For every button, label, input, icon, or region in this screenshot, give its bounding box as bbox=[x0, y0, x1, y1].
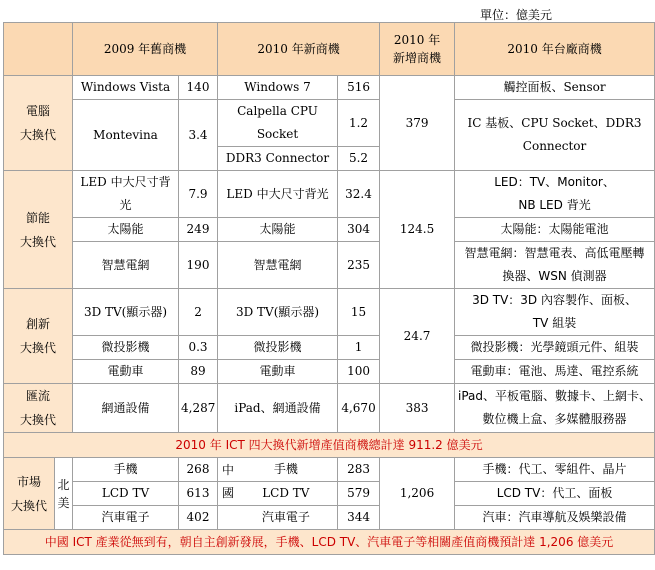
old-item: 手機 bbox=[73, 458, 179, 482]
table-row bbox=[4, 171, 655, 218]
category-energy bbox=[4, 171, 73, 289]
old-value: 89 bbox=[179, 360, 218, 384]
tw-item: 微投影機：光學鏡頭元件、組裝 bbox=[455, 336, 655, 360]
summary-china-market: 中國 ICT 產業從無到有，朝自主創新發展，手機、LCD TV、汽車電子等相關產值商機預計達 1,206 億美元 bbox=[4, 530, 655, 555]
category-label: 大換代 bbox=[19, 413, 56, 427]
category-market bbox=[4, 458, 55, 530]
new-item: DDR3 Connector bbox=[218, 147, 338, 171]
old-value: 0.3 bbox=[179, 336, 218, 360]
old-item: 網通設備 bbox=[73, 384, 179, 433]
region-label: 美 bbox=[57, 495, 70, 510]
summary-row bbox=[4, 530, 655, 555]
category-pc bbox=[4, 76, 73, 171]
added-total: 124.5 bbox=[380, 171, 455, 289]
table-row bbox=[4, 289, 655, 336]
added-total: 383 bbox=[380, 384, 455, 433]
old-value: 140 bbox=[179, 76, 218, 100]
new-item bbox=[218, 458, 338, 482]
new-value: 1.2 bbox=[338, 100, 380, 147]
new-item: LED 中大尺寸背光 bbox=[218, 171, 338, 218]
table-row bbox=[4, 458, 655, 482]
tw-item bbox=[455, 289, 655, 336]
old-value: 2 bbox=[179, 289, 218, 336]
new-item-text: 手機 bbox=[273, 462, 298, 476]
old-value: 402 bbox=[179, 506, 218, 530]
new-item: 太陽能 bbox=[218, 218, 338, 242]
tw-item-l1: LED：TV、Monitor、 bbox=[494, 175, 615, 189]
header-new-2010: 2010 年新商機 bbox=[218, 23, 380, 76]
new-value: 1 bbox=[338, 336, 380, 360]
new-item bbox=[218, 482, 338, 506]
added-total: 24.7 bbox=[380, 289, 455, 384]
old-item: 3D TV(顯示器) bbox=[73, 289, 179, 336]
old-value: 7.9 bbox=[179, 171, 218, 218]
tw-item bbox=[455, 171, 655, 218]
new-value: 15 bbox=[338, 289, 380, 336]
table-row bbox=[4, 336, 655, 360]
new-value: 344 bbox=[338, 506, 380, 530]
old-value: 268 bbox=[179, 458, 218, 482]
category-label: 市場 bbox=[16, 474, 41, 489]
tw-item: 觸控面板、Sensor bbox=[455, 76, 655, 100]
header-tw-2010: 2010 年台廠商機 bbox=[455, 23, 655, 76]
new-item bbox=[218, 100, 338, 147]
added-total: 1,206 bbox=[380, 458, 455, 530]
header-old-2009: 2009 年舊商機 bbox=[73, 23, 218, 76]
new-item: Windows 7 bbox=[218, 76, 338, 100]
tw-item: 汽車：汽車導航及娛樂設備 bbox=[455, 506, 655, 530]
category-label: 大換代 bbox=[19, 341, 56, 355]
new-value: 4,670 bbox=[338, 384, 380, 433]
new-item: 電動車 bbox=[218, 360, 338, 384]
new-item: 微投影機 bbox=[218, 336, 338, 360]
new-value: 100 bbox=[338, 360, 380, 384]
region-north-america bbox=[55, 458, 73, 530]
new-item: 3D TV(顯示器) bbox=[218, 289, 338, 336]
region-label: 國 bbox=[222, 486, 235, 500]
old-item: Montevina bbox=[73, 100, 179, 171]
region-china-l2 bbox=[222, 484, 242, 502]
new-item-l1: Calpella CPU bbox=[237, 104, 318, 118]
new-item bbox=[218, 506, 338, 530]
header-added-2010 bbox=[380, 23, 455, 76]
old-value: 613 bbox=[179, 482, 218, 506]
tw-item-l1: 智慧電網：智慧電表、高低電壓轉 bbox=[464, 246, 645, 260]
old-item: 太陽能 bbox=[73, 218, 179, 242]
tw-item-l1: iPad、平板電腦、數據卡、上網卡、 bbox=[458, 389, 652, 403]
table-row bbox=[4, 482, 655, 506]
tw-item-l2: TV 組裝 bbox=[532, 316, 577, 330]
table-row bbox=[4, 360, 655, 384]
old-item: 電動車 bbox=[73, 360, 179, 384]
new-item: iPad、網通設備 bbox=[218, 384, 338, 433]
table-row bbox=[4, 506, 655, 530]
region-china bbox=[222, 461, 242, 479]
old-item: 智慧電網 bbox=[73, 242, 179, 289]
tw-item: 手機：代工、零組件、晶片 bbox=[455, 458, 655, 482]
header-blank bbox=[4, 23, 73, 76]
tw-item-l1: IC 基板、CPU Socket、DDR3 bbox=[467, 116, 642, 130]
new-value: 516 bbox=[338, 76, 380, 100]
tw-item-l2: 換器、WSN 偵測器 bbox=[502, 269, 607, 283]
tw-item bbox=[455, 242, 655, 289]
category-label: 匯流 bbox=[25, 389, 50, 403]
summary-row bbox=[4, 433, 655, 458]
new-value: 283 bbox=[338, 458, 380, 482]
new-value: 304 bbox=[338, 218, 380, 242]
region-label: 北 bbox=[57, 477, 70, 492]
category-label: 大換代 bbox=[19, 234, 56, 249]
tw-item: 太陽能：太陽能電池 bbox=[455, 218, 655, 242]
new-value: 5.2 bbox=[338, 147, 380, 171]
old-item: Windows Vista bbox=[73, 76, 179, 100]
table-row bbox=[4, 242, 655, 289]
added-total: 379 bbox=[380, 76, 455, 171]
old-item: 微投影機 bbox=[73, 336, 179, 360]
new-value: 579 bbox=[338, 482, 380, 506]
category-convergence bbox=[4, 384, 73, 433]
tw-item: 電動車：電池、馬達、電控系統 bbox=[455, 360, 655, 384]
new-value: 32.4 bbox=[338, 171, 380, 218]
tw-item-l2: Connector bbox=[522, 139, 587, 153]
region-label: 中 bbox=[222, 462, 235, 477]
old-item: 汽車電子 bbox=[73, 506, 179, 530]
category-label: 節能 bbox=[25, 210, 50, 225]
unit-label: 單位：億美元 bbox=[480, 8, 553, 22]
category-label: 大換代 bbox=[19, 128, 56, 142]
header-row bbox=[4, 23, 655, 76]
header-added-l1: 2010 年 bbox=[393, 33, 441, 47]
old-item: LCD TV bbox=[73, 482, 179, 506]
category-innovation bbox=[4, 289, 73, 384]
new-item: 智慧電網 bbox=[218, 242, 338, 289]
category-label: 大換代 bbox=[10, 498, 47, 513]
table-row bbox=[4, 76, 655, 100]
header-added-l2: 新增商機 bbox=[393, 51, 442, 65]
old-value: 3.4 bbox=[179, 100, 218, 171]
summary-total-ict: 2010 年 ICT 四大換代新增產值商機總計達 911.2 億美元 bbox=[4, 433, 655, 458]
old-value: 190 bbox=[179, 242, 218, 289]
ict-opportunity-table bbox=[3, 22, 655, 555]
category-label: 電腦 bbox=[25, 104, 50, 118]
old-item: LED 中大尺寸背光 bbox=[73, 171, 179, 218]
tw-item-l2: 數位機上盒、多媒體服務器 bbox=[482, 412, 627, 426]
table-row bbox=[4, 384, 655, 433]
tw-item: LCD TV：代工、面板 bbox=[455, 482, 655, 506]
old-value: 4,287 bbox=[179, 384, 218, 433]
tw-item-l2: NB LED 背光 bbox=[518, 198, 591, 212]
new-value: 235 bbox=[338, 242, 380, 289]
category-label: 創新 bbox=[25, 317, 50, 331]
new-item-text: 汽車電子 bbox=[261, 510, 310, 524]
tw-item bbox=[455, 100, 655, 171]
old-value: 249 bbox=[179, 218, 218, 242]
tw-item-l1: 3D TV：3D 內容製作、面板、 bbox=[472, 293, 637, 307]
tw-item bbox=[455, 384, 655, 433]
table-row bbox=[4, 218, 655, 242]
new-item-text: LCD TV bbox=[262, 486, 310, 500]
new-item-l2: Socket bbox=[256, 127, 299, 141]
